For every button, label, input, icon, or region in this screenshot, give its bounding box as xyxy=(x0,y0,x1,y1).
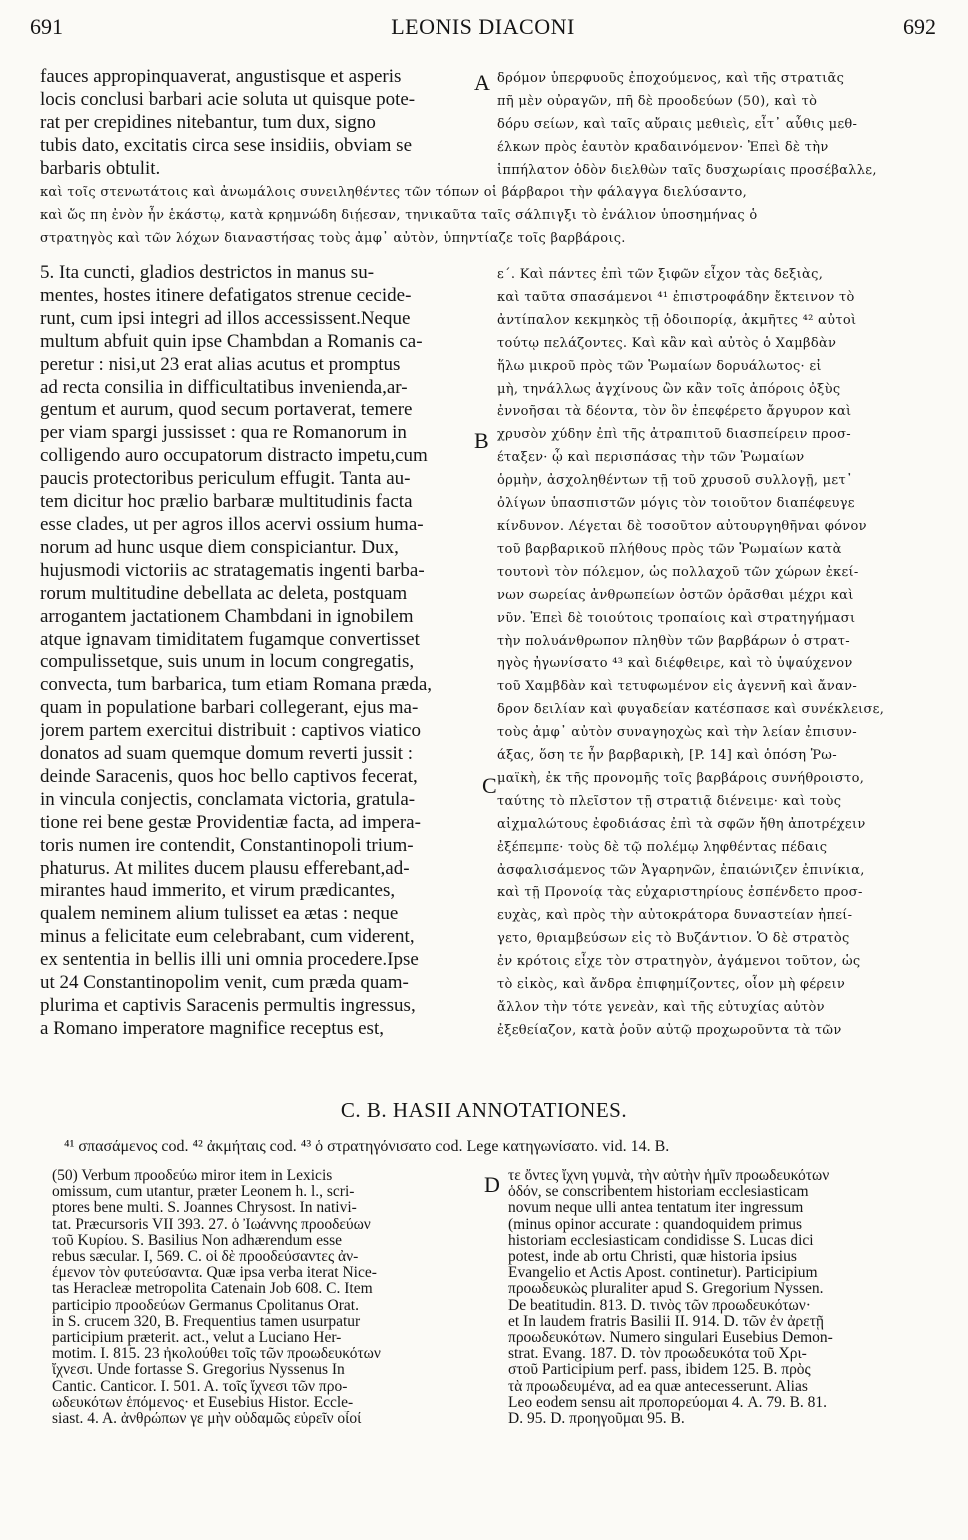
text-line: ὁρμὴν, ἀσχοληθέντων τῇ τοῦ χρυσοῦ συλλογῇ, μετ᾽ xyxy=(497,473,853,489)
text-line: rat per crepidines nitebantur, tum dux, signo xyxy=(40,111,376,133)
text-line: novum neque ulli antea tentatum iter ingressum xyxy=(508,1200,804,1217)
text-line: ταύτης τὸ πλεῖστον τῇ στρατιᾷ διένειμε· καὶ τοὺς xyxy=(497,793,842,809)
text-line: omissum, cum utantur, præter Leonem h. l., scri- xyxy=(52,1184,355,1201)
latin-text-top xyxy=(40,66,472,181)
text-line: μαϊκὴ, ἐκ τῆς προνομῆς τοῖς βαρβάροις συνήθροιστο, xyxy=(497,770,865,786)
text-line: ε΄. Καὶ πάντες ἐπὶ τῶν ξιφῶν εἶχον τὰς δεξιὰς, xyxy=(497,267,824,282)
text-line: paucis protectoribus periculum effugit. Tanta au- xyxy=(40,468,411,490)
page-header xyxy=(30,6,936,46)
text-line: τουτονὶ τὸν πόλεμον, ὡς πολλαχοῦ τῶν χώρων ἐκεί- xyxy=(497,564,859,580)
text-line: ptores bene multi. S. Joannes Chrysost. In nativi- xyxy=(52,1200,357,1217)
text-line: rorum multitudine debellata ac deleta, postquam xyxy=(40,582,408,604)
text-line: ηγὸς ἠγωνίσατο ⁴³ καὶ διέφθειρε, καὶ τὸ ὑψαύχενον xyxy=(497,656,853,672)
annotation-notes-right xyxy=(508,1168,938,1427)
text-line: ἄλλον τὴν τότε γενεὰν, καὶ τῆς εὐτυχίας αὐτὸν xyxy=(497,1000,825,1015)
text-line: δρόμον ὑπερφυοῦς ἐποχούμενος, καὶ τῆς στρατιᾶς xyxy=(497,71,845,86)
latin-text-main xyxy=(40,262,472,1041)
text-line: δόρυ σείων, καὶ ταῖς αὔραις μεθιεὶς, εἶτ᾽ αὖθις μεθ- xyxy=(497,116,858,132)
text-line: Evangelio et Actis Apost. continetur). Participium xyxy=(508,1265,818,1282)
text-line: τὰ προωδευμένα, ad ea quæ antecesserunt. Alias xyxy=(508,1378,808,1395)
text-line: ἐξέπεμπε· τοὺς δὲ τῷ πολέμῳ ληφθέντας πέδαις xyxy=(497,839,828,855)
greek-text-fullwidth xyxy=(40,182,938,251)
text-line: tem dicitur hoc prælio barbaræ multitudinis facta xyxy=(40,491,413,513)
text-line: ευχὰς, καὶ πρὸς τὴν αὐτοκράτορα δυναστείαν ἠπεί- xyxy=(497,908,853,924)
text-line: quam in populatione barbari collegerant, ejus ma- xyxy=(40,697,419,719)
text-line: Leo eodem sensu ait προπορεύομαι 4. A. 79. B. 81. xyxy=(508,1394,828,1411)
text-line: ἴχνεσι. Unde fortasse S. Gregorius Nyssenus In xyxy=(52,1362,345,1379)
text-line: siast. 4. A. ἀνθρώπων γε μὴν οὐδαμῶς εὑρεῖν οἷοί xyxy=(52,1411,362,1428)
margin-marker-d: D xyxy=(484,1172,500,1197)
text-line: fauces appropinquaverat, angustisque et asperis xyxy=(40,66,402,87)
text-line: norum ad hunc usque diem conspiciantur. Dux, xyxy=(40,536,399,558)
text-line: στοῦ Participium perf. pass, ibidem 125. B. πρὸς xyxy=(508,1362,811,1379)
text-line: τοῦ Χαμβδὰν καὶ τετυφωμένον εἰς ἀγεννῆ καὶ ἄναν- xyxy=(497,679,858,695)
text-line: χρυσὸν χύδην ἐπὶ τῆς ἀτραπιτοῦ διασπείρειν προσ- xyxy=(497,427,851,443)
text-line: ἱππήλατον ὁδὸν διελθὼν ταῖς δυσχωρίαις προσέβαλλε, xyxy=(497,162,877,178)
text-line: ἀντίπαλον κεκμηκὸς τῇ ὁδοιπορίᾳ, ἀκμῆτες ⁴² αὐτοὶ xyxy=(497,312,857,328)
running-title: LEONIS DIACONI xyxy=(391,14,575,39)
text-line: τούτῳ πελάζοντες. Καὶ κἂν καὶ αὐτὸς ὁ Χαμβδὰν xyxy=(497,335,837,351)
margin-marker-a: A xyxy=(474,70,490,95)
text-line: τε ὄντες ἴχνη γυμνὰ, τὴν αὐτὴν ἡμῖν προωδευκότων xyxy=(508,1168,830,1184)
text-line: ut 24 Constantinopolim venit, cum præda quam- xyxy=(40,972,409,994)
text-line: peretur : nisi,ut 23 erat alias acutus et promptus xyxy=(40,353,401,375)
text-line: historiam ecclesiasticam condidisse S. Lucas dici xyxy=(508,1232,814,1249)
text-line: ἐν κρότοις εἶχε τὸν στρατηγὸν, ἀγάμενοι τοῦτον, ὡς xyxy=(497,954,861,970)
text-line: runt, cum ipsi integri ad illos accessissent.Neque xyxy=(40,307,411,329)
text-line: gentum et aurum, quod secum portaverat, temere xyxy=(40,399,413,421)
text-line: μὴ, τηνάλλως ἀγχίνους ὢν κἂν τοῖς ἀπόροις ὀξὺς xyxy=(497,381,841,397)
text-line: ex sententia in bellis illi uni omnia procedere.Ipse xyxy=(40,949,419,971)
text-line: καὶ τοῖς στενωτάτοις καὶ ἀνωμάλοις συνειληθέντες τῶν τόπων οἱ βάρβαροι τὴν φάλαγγα διελύσαντο, xyxy=(40,185,748,200)
text-line: προωδευκὼς pluraliter apud S. Gregorium Nyssen. xyxy=(508,1281,824,1298)
text-line: tubis dato, excitatis circa sese insidiis, obviam se xyxy=(40,134,413,156)
text-line: (minus opinor accurate : quandoquidem primus xyxy=(508,1216,803,1233)
text-line: participium præterit. act., velut a Luciano Her- xyxy=(52,1330,342,1347)
text-line: τοῦ Κυρίου. S. Basilius Non adhærendum esse xyxy=(52,1232,343,1249)
text-line: toris numen ire contendit, Constantinopoli trium- xyxy=(40,834,414,856)
text-line: arrogantem jactationem Chambdani in ignobilem xyxy=(40,605,414,627)
text-line: minus a felicitate eum celebrabant, cum viderent, xyxy=(40,926,415,948)
text-line: καὶ ὥς πη ἐνὸν ἦν ἑκάστῳ, κατὰ κρημνώδη διῄεσαν, τηνικαῦτα ταῖς σάλπιγξι τὸ ἐνάλιον ὑποσημήνας ὁ xyxy=(40,207,758,223)
page-number-left: 691 xyxy=(30,14,63,39)
text-line: barbaris obtulit. xyxy=(40,157,161,179)
text-line: multum abfuit quin ipse Chambdan a Romanis ca- xyxy=(40,330,423,352)
text-line: strat. Evang. 187. D. τὸν προωδευκότα τοῦ Χρι- xyxy=(508,1346,807,1363)
text-line: νων σωρείας ἀνθρωπείων ὀστῶν ὁρᾶσθαι μέχρι καὶ xyxy=(497,587,854,603)
text-line: ωδευκότων ἑπόμενος· et Eusebius Histor. Eccle- xyxy=(52,1394,354,1411)
text-line: a Romano imperatore magnifice receptus est, xyxy=(40,1017,384,1039)
text-line: τοῦ βαρβαρικοῦ πλήθους πρὸς τῶν Ῥωμαίων κατὰ xyxy=(497,541,842,557)
margin-marker-b: B xyxy=(474,428,489,453)
text-line: compulissetque, suis unum in locum congregatis, xyxy=(40,651,415,673)
text-line: esse clades, ut per agros illos acervi ossium huma- xyxy=(40,513,424,535)
text-line: πῆ μὲν οὐραγῶν, πῆ δὲ προοδεύων (50), καὶ τὸ xyxy=(497,93,818,109)
annotations-title: C. B. HASII ANNOTATIONES. xyxy=(340,1098,628,1122)
text-line: De beatitudin. 813. D. τινὸς τῶν προωδευκότων· xyxy=(508,1297,811,1314)
text-line: ὁδόν, se conscribentem historiam ecclesiasticam xyxy=(508,1184,809,1201)
text-line: potest, inde ab ortu Christi, quæ historia ipsius xyxy=(508,1249,797,1266)
text-line: per viam spargi jussisset : qua re Romanorum in xyxy=(40,422,407,444)
text-line: colligendo auro occupatorum distracto impetu,cum xyxy=(40,445,428,467)
text-line: (50) Verbum προοδεύω miror item in Lexicis xyxy=(52,1168,333,1184)
text-line: τὸ εἰκὸς, καὶ ἄνδρα ἐπιφημίζοντες, οἷον μὴ φέρειν xyxy=(497,977,846,993)
text-line: rebus sæcular. I, 569. C. οἱ δὲ προοδεύσαντες ἀν- xyxy=(52,1249,359,1266)
text-line: qualem neminem alium tulisset ea ætas : neque xyxy=(40,903,399,925)
text-line: Cantic. Canticor. I. 501. A. τοῖς ἴχνεσι τῶν προ- xyxy=(52,1378,348,1395)
text-line: hujusmodi victoriis ac stratagematis ingenti barba- xyxy=(40,559,425,581)
text-line: tat. Præcursoris VII 393. 27. ὁ Ἰωάννης προοδεύων xyxy=(52,1216,371,1233)
text-line: άξας, ὅση τε ἦν βαρβαρικὴ, [P. 14] καὶ ὁπόση Ῥω- xyxy=(497,748,837,764)
text-line: έταξεν· ᾧ καὶ περισπάσας τὴν τῶν Ῥωμαίων xyxy=(497,450,805,466)
text-line: νῦν. Ἐπεὶ δὲ τοιούτοις τροπαίοις καὶ στρατηγήμασι xyxy=(497,610,856,626)
text-line: κίνδυνον. Λέγεται δὲ τοσοῦτον αὐτουργηθῆναι φόνον xyxy=(497,518,867,534)
text-line: τὴν πολυάνθρωπον πληθὺν τῶν βαρβάρων ὁ στρατ- xyxy=(497,633,850,649)
page-number-right: 692 xyxy=(903,14,936,39)
text-line: locis conclusi barbari acie soluta ut quisque pote- xyxy=(40,88,416,110)
text-line: D. 95. D. προηγοῦμαι 95. B. xyxy=(508,1411,685,1428)
text-line: convecta, tum barbarica, tum etiam Romana præda, xyxy=(40,674,432,696)
text-line: στρατηγὸς καὶ τῶν λόχων διαναστήσας τοὺς ἀμφ᾽ αὐτὸν, ὑπηντίαζε τοῖς βαρβάροις. xyxy=(40,230,626,246)
text-line: tas Heracleæ metropolita Catenain Job 608. C. Item xyxy=(52,1281,373,1298)
text-line: motim. I. 815. 23 ἠκολούθει τοῖς τῶν προωδευκότων xyxy=(52,1346,381,1363)
text-line: phaturus. At milites ducem plausu efferebant,ad- xyxy=(40,857,410,879)
margin-marker-c: C xyxy=(482,773,497,798)
text-line: τοὺς ἀμφ᾽ αὐτὸν συναγηοχὼς καὶ τὴν λείαν ἐπισυν- xyxy=(497,725,857,741)
text-line: et In laudem fratris Basilii II. 914. D. τῶν ἐν ἀρετῇ xyxy=(508,1313,825,1330)
text-line: plurima et captivis Saracenis permultis ingressus, xyxy=(40,995,416,1016)
text-line: mirantes haud immerito, et virum prædicantes, xyxy=(40,880,396,902)
text-line: αἰχμαλώτους ἐφοδιάσας ἐπὶ τὰ σφῶν ἤθη ἀποτρέχειν xyxy=(497,816,866,832)
footnotes: ⁴¹ σπασάμενος cod. ⁴² ἀκμήταις cod. ⁴³ ὁ στρατηγόνισατο cod. Lege κατηγωνίσατο. vid. 14. B. xyxy=(64,1138,670,1155)
text-line: mentes, hostes itinere defatigatos strenue cecide- xyxy=(40,284,412,306)
greek-text-main xyxy=(497,264,937,1043)
text-line: atque ignavam timiditatem fugamque convertisset xyxy=(40,628,420,650)
text-line: ὀλίγων ὑπασπιστῶν μόγις τὸν τοιοῦτον διαπέφευγε xyxy=(497,496,855,512)
text-line: in S. crucem 320, B. Frequentius tamen usurpatur xyxy=(52,1313,361,1330)
text-line: tione rei bene gestæ Providentiæ facta, ad impera- xyxy=(40,811,421,833)
text-line: ad recta consilia in difficultatibus invenienda,ar- xyxy=(40,376,408,398)
text-line: participio προοδεύων Germanus Cpolitanus Orat. xyxy=(52,1297,359,1314)
text-line: ἐξεθείαζον, κατὰ ῥοῦν αὐτῷ προχωροῦντα τὰ τῶν xyxy=(497,1022,842,1038)
text-line: jorem partem exercitui distribuit : captivos viatico xyxy=(40,720,421,742)
text-line: in vincula conjectis, conclamata victoria, gratula- xyxy=(40,788,416,810)
text-line: 5. Ita cuncti, gladios destrictos in manus su- xyxy=(40,262,375,283)
text-line: ἥλω μικροῦ πρὸς τῶν Ῥωμαίων δορυάλωτος· εἰ xyxy=(497,358,822,374)
text-line: καὶ τῇ Προνοίᾳ τὰς εὐχαριστηρίους ἐσπένδετο προσ- xyxy=(497,885,863,901)
text-line: έμενον τὸν φυτεύσαντα. Quæ ipsa verba iterat Nice- xyxy=(52,1265,377,1282)
text-line: donatos ad suam quemque domum reverti jussit : xyxy=(40,743,414,765)
text-line: ἀσφαλισάμενος τῶν Ἀγαρηνῶν, ἐπαιώνιζεν ἐπινίκια, xyxy=(497,862,865,878)
greek-text-top xyxy=(497,68,937,183)
text-line: deinde Saracenis, quos hoc bello captivos fecerat, xyxy=(40,765,418,787)
text-line: προωδευκότων. Numero singulari Eusebius Demon- xyxy=(508,1330,833,1347)
text-line: ἐννοῆσαι τὰ δέοντα, τὸν ὃν ἐπεφέρετο ἄργυρον καὶ xyxy=(497,404,852,420)
text-line: καὶ ταῦτα σπασάμενοι ⁴¹ ἐπιστροφάδην ἔκτεινον τὸ xyxy=(497,289,855,305)
text-line: δρον δειλίαν καὶ φυγαδείαν κατέσπασε καὶ συνέκλεισε, xyxy=(497,702,885,718)
text-line: γετο, θριαμβεύσων εἰς τὸ Βυζάντιον. Ὁ δὲ στρατὸς xyxy=(497,931,850,947)
annotation-notes-left xyxy=(52,1168,480,1427)
text-line: έλκων πρὸς ἑαυτὸν κραδαινόμενον· Ἐπεὶ δὲ τὴν xyxy=(497,139,829,155)
